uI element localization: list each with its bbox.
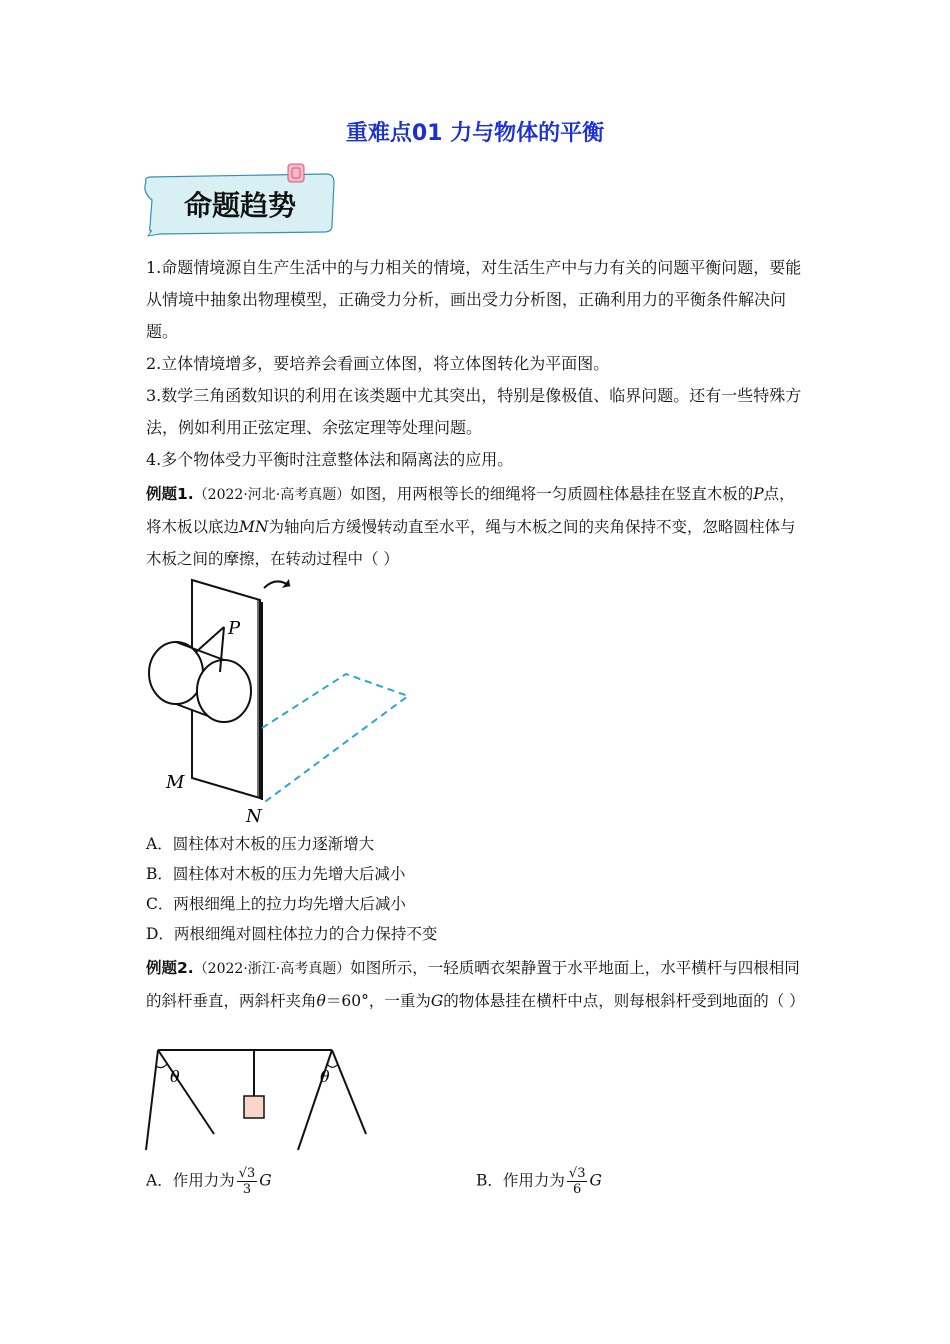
example1-figure bbox=[140, 572, 420, 828]
fraction: $\frac{√3}{6}$ bbox=[568, 1166, 586, 1197]
example1-option-d[interactable]: D．两根细绳对圆柱体拉力的合力保持不变 bbox=[146, 925, 438, 943]
example1-option-b[interactable]: B．圆柱体对木板的压力先增大后减小 bbox=[146, 865, 406, 883]
cylinder-back bbox=[149, 642, 203, 704]
fraction: $\frac{√3}{3}$ bbox=[238, 1166, 256, 1197]
example1-question: 例题1.（2022·河北·高考真题）如图，用两根等长的细绳将一匀质圆柱体悬挂在竖直木板的P点，将木板以底边MN为轴向后方缓慢转动直至水平，绳与木板之间的夹角保持不变，忽略圆柱体与木板之间的摩擦，在转动过程中（ ） bbox=[146, 485, 796, 568]
label-m: M bbox=[166, 772, 185, 793]
example2-option-b[interactable]: B．作用力为 $\frac{√3}{6}$ G bbox=[476, 1166, 602, 1197]
example2-option-a[interactable]: A．作用力为 $\frac{√3}{3}$ G bbox=[146, 1166, 272, 1197]
trend-item: 2.立体情境增多，要培养会看画立体图，将立体图转化为平面图。 bbox=[146, 354, 610, 373]
section-badge-label: 命题趋势 bbox=[183, 189, 297, 222]
trend-item: 4.多个物体受力平衡时注意整体法和隔离法的应用。 bbox=[146, 450, 514, 469]
trend-item: 3.数学三角函数知识的利用在该类题中尤其突出，特别是像极值、临界问题。还有一些特殊方法，例如利用正弦定理、余弦定理等处理问题。 bbox=[146, 386, 802, 437]
example2-figure bbox=[140, 1044, 380, 1156]
label-theta-right: θ bbox=[320, 1067, 330, 1086]
cylinder-front bbox=[197, 660, 251, 722]
hanging-weight bbox=[244, 1096, 264, 1118]
example1-option-c[interactable]: C．两根细绳上的拉力均先增大后减小 bbox=[146, 895, 406, 913]
trend-item: 1.命题情境源自生产生活中的与力相关的情境，对生活生产中与力有关的问题平衡问题，要能从情境中抽象出物理模型，正确受力分析，画出受力分析图，正确利用力的平衡条件解决问题。 bbox=[146, 258, 802, 341]
example2-question: 例题2.（2022·浙江·高考真题）如图所示，一轻质晒衣架静置于水平地面上，水平横杆与四根相同的斜杆垂直，两斜杆夹角θ＝60°，一重为G的物体悬挂在横杆中点，则每根斜杆受到地面的（ ） bbox=[146, 959, 805, 1010]
paperclip-icon bbox=[288, 164, 304, 182]
example2-label: 例题2. bbox=[146, 959, 194, 977]
example1-source: （2022·河北·高考真题） bbox=[193, 487, 351, 503]
example1-label: 例题1. bbox=[146, 485, 194, 503]
label-n: N bbox=[246, 806, 262, 827]
page-title: 重难点01 力与物体的平衡 bbox=[345, 121, 605, 146]
example1-option-a[interactable]: A．圆柱体对木板的压力逐渐增大 bbox=[146, 835, 375, 853]
example2-source: （2022·浙江·高考真题） bbox=[193, 961, 351, 977]
label-p: P bbox=[228, 618, 241, 639]
section-badge bbox=[140, 160, 340, 240]
dashed-plane bbox=[262, 674, 408, 804]
label-theta-left: θ bbox=[170, 1067, 180, 1086]
